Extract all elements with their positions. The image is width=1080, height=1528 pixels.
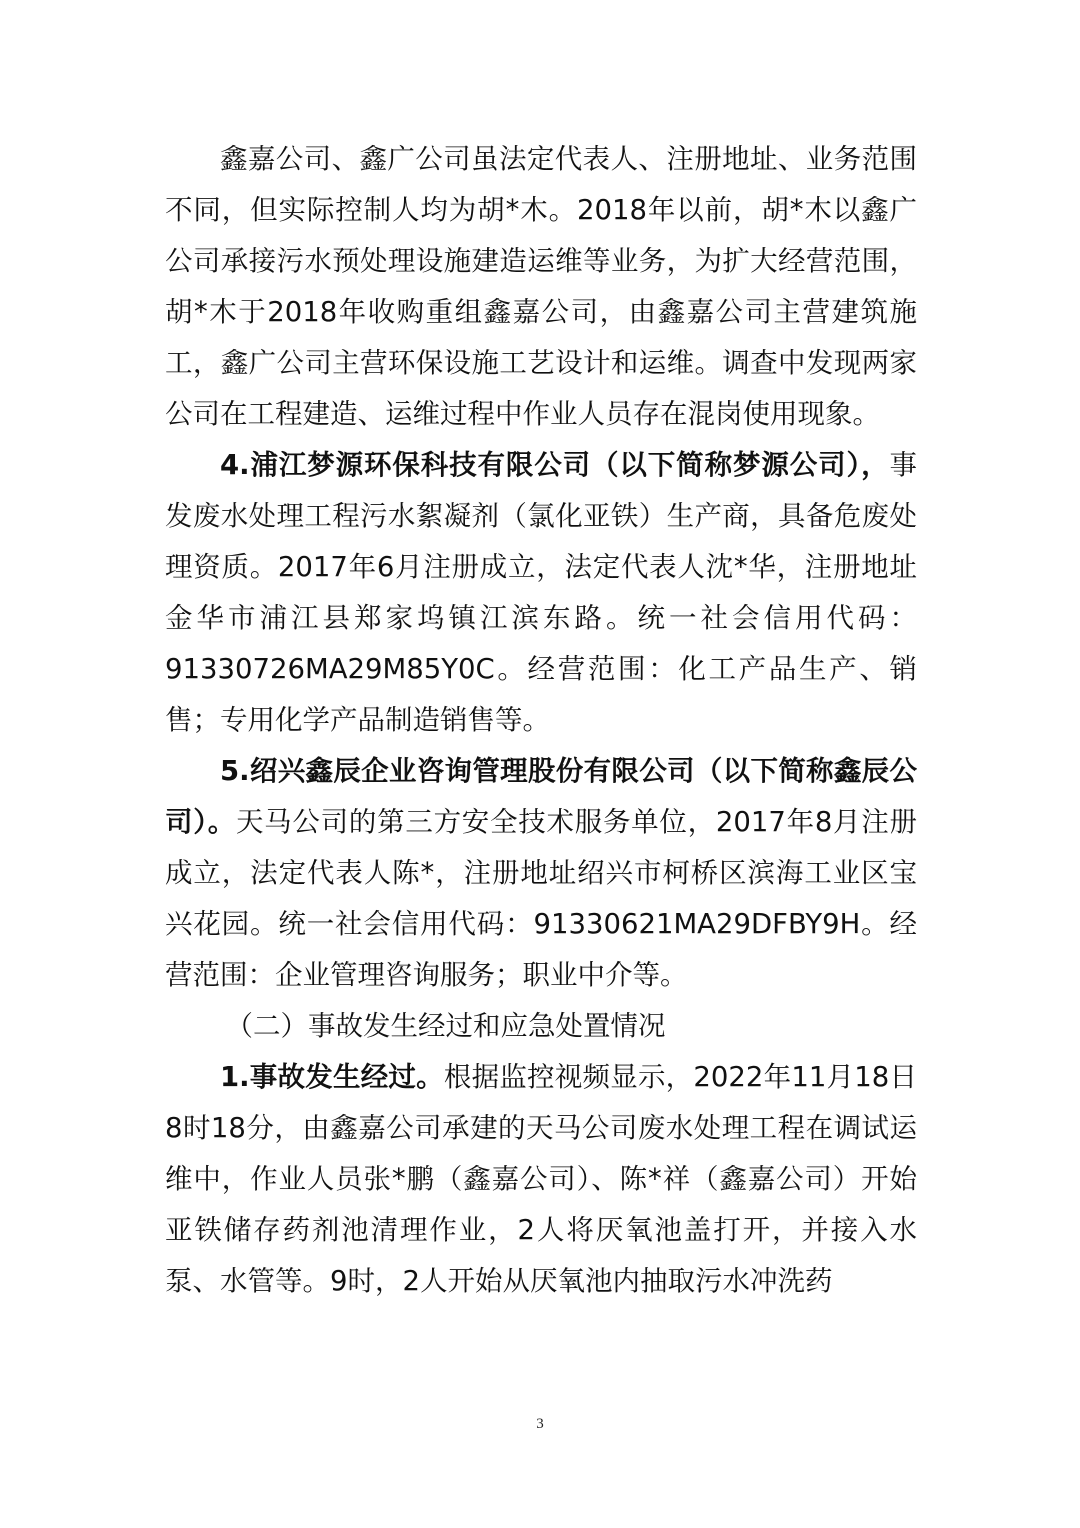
paragraph-lead: 1.事故发生经过。: [220, 1061, 444, 1093]
paragraph-lead: 4.浦江梦源环保科技有限公司（以下简称梦源公司），: [220, 449, 890, 481]
paragraph-company-control: [165, 134, 917, 440]
paragraph-text: 天马公司的第三方安全技术服务单位，2017年8月注册成立，法定代表人陈*，注册地址绍兴市柯桥区滨海工业区宝兴花园。统一社会信用代码：91330621MA29DFBY9H。经营范围：企业管理咨询服务；职业中介等。: [165, 806, 918, 991]
paragraph-mengyuan-company: [165, 440, 917, 746]
paragraph-text: 鑫嘉公司、鑫广公司虽法定代表人、注册地址、业务范围不同，但实际控制人均为胡*木。2018年以前，胡*木以鑫广公司承接污水预处理设施建造运维等业务，为扩大经营范围，胡*木于2018年收购重组鑫嘉公司，由鑫嘉公司主营建筑施工，鑫广公司主营环保设施工艺设计和运维。调查中发现两家公司在工程建造、运维过程中作业人员存在混岗使用现象。: [165, 143, 917, 430]
paragraph-xinchen-company: [165, 746, 917, 1001]
paragraph-lead: 5.绍兴鑫辰企业咨询管理股份有限公司（以下简称鑫辰公司）。: [165, 755, 917, 838]
paragraph-text: 事发废水处理工程污水絮凝剂（氯化亚铁）生产商，具备危废处理资质。2017年6月注册成立，法定代表人沈*华，注册地址金华市浦江县郑家坞镇江滨东路。统一社会信用代码：91330726MA29M85Y0C。经营范围：化工产品生产、销售；专用化学产品制造销售等。: [165, 449, 917, 736]
paragraph-accident-process: [165, 1052, 917, 1307]
paragraph-text: 根据监控视频显示，2022年11月18日8时18分，由鑫嘉公司承建的天马公司废水处理工程在调试运维中，作业人员张*鹏（鑫嘉公司）、陈*祥（鑫嘉公司）开始亚铁储存药剂池清理作业，2人将厌氧池盖打开，并接入水泵、水管等。9时，2人开始从厌氧池内抽取污水冲洗药: [165, 1061, 917, 1297]
document-body: [165, 134, 917, 1307]
page-number: 3: [536, 1416, 544, 1432]
section-heading: [165, 1001, 917, 1052]
section-heading-text: （二）事故发生经过和应急处置情况: [225, 1010, 666, 1042]
